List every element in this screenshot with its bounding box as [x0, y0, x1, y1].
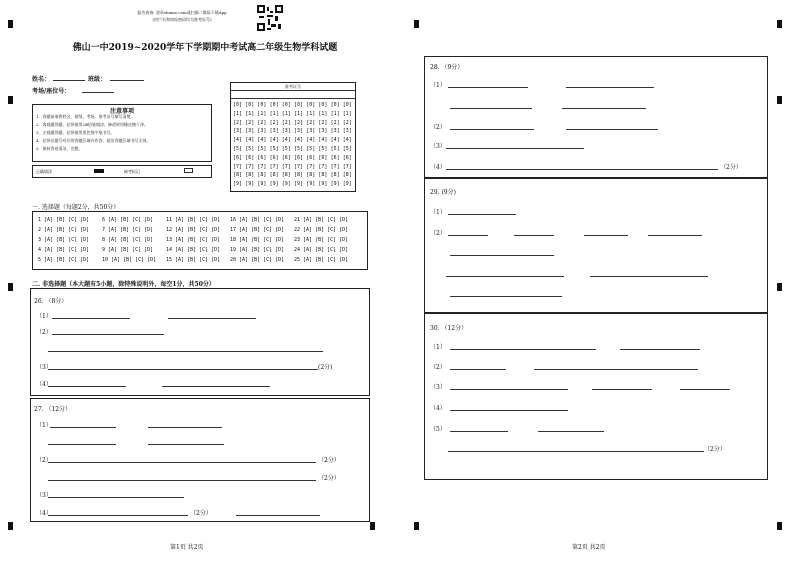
exam-id-digit[interactable]: [1]: [245, 110, 255, 117]
seat-field[interactable]: [82, 92, 114, 93]
q26-part2: （2）: [36, 329, 52, 336]
answer-line[interactable]: [48, 497, 184, 498]
exam-id-digit[interactable]: [9]: [306, 181, 316, 188]
exam-id-digit[interactable]: [8]: [294, 172, 304, 179]
q26-points: (2分): [318, 364, 333, 371]
registration-mark: [8, 283, 13, 291]
exam-id-digit[interactable]: [6]: [257, 154, 267, 161]
exam-id-digit[interactable]: [5]: [233, 146, 243, 152]
exam-id-digit[interactable]: [0]: [257, 102, 267, 108]
answer-line[interactable]: [620, 349, 700, 350]
exam-id-digit[interactable]: [8]: [269, 172, 279, 179]
registration-mark: [8, 20, 13, 28]
exam-id-digit[interactable]: [5]: [306, 146, 316, 152]
exam-id-digit[interactable]: [0]: [306, 102, 316, 108]
choice-item[interactable]: 16 [A] [B] [C] [D]: [230, 217, 285, 223]
absent-checkbox[interactable]: [184, 168, 193, 173]
choice-item[interactable]: 17 [A] [B] [C] [D]: [230, 227, 285, 233]
correct-fill-label: 正确填涂: [36, 169, 52, 174]
exam-id-digit[interactable]: [7]: [257, 163, 267, 170]
exam-id-digit[interactable]: [7]: [318, 163, 328, 170]
q29-box: [424, 178, 768, 314]
choice-item[interactable]: 7 [A] [B] [C] [D]: [102, 227, 154, 233]
exam-id-digit[interactable]: [8]: [306, 172, 316, 179]
exam-id-digit[interactable]: [9]: [269, 181, 279, 188]
q26-part4: （4）: [36, 381, 52, 388]
exam-id-digit[interactable]: [4]: [269, 137, 279, 144]
exam-id-digit[interactable]: [5]: [330, 146, 340, 152]
exam-id-digit[interactable]: [3]: [245, 128, 255, 135]
answer-line[interactable]: [446, 276, 564, 277]
answer-line[interactable]: [534, 369, 698, 370]
exam-id-digit[interactable]: [4]: [330, 137, 340, 144]
exam-id-digit[interactable]: [3]: [281, 128, 291, 135]
choice-item[interactable]: 24 [A] [B] [C] [D]: [294, 247, 349, 253]
exam-id-digit[interactable]: [1]: [269, 110, 279, 117]
answer-line[interactable]: [446, 169, 718, 170]
registration-mark: [8, 522, 13, 530]
note-item: 3．主观题答题，必须使用黑色签字笔书写。: [36, 130, 115, 135]
exam-id-digit[interactable]: [7]: [233, 163, 243, 170]
absent-label: 缺考标记: [124, 169, 140, 174]
q28-part4: （4）: [430, 164, 446, 171]
exam-id-digit[interactable]: [6]: [245, 154, 255, 161]
q29-title: 29. (9分): [430, 189, 456, 196]
choice-item[interactable]: 23 [A] [B] [C] [D]: [294, 237, 349, 243]
exam-id-digit[interactable]: [7]: [342, 163, 352, 170]
choice-item[interactable]: 3 [A] [B] [C] [D]: [38, 237, 90, 243]
q28-part3: （3）: [430, 143, 446, 150]
answer-line[interactable]: [448, 451, 704, 452]
exam-id-digit[interactable]: [0]: [245, 102, 255, 108]
exam-id-digit[interactable]: [1]: [306, 110, 316, 117]
answer-line[interactable]: [566, 87, 654, 88]
exam-id-digit[interactable]: [2]: [306, 119, 316, 126]
q28-part1: （1）: [430, 82, 446, 89]
exam-id-digit[interactable]: [0]: [233, 102, 243, 108]
exam-id-digit[interactable]: [6]: [318, 154, 328, 161]
choice-item[interactable]: 25 [A] [B] [C] [D]: [294, 257, 349, 263]
page-title: 佛山一中2019~2020学年下学期期中考试高二年级生物学科试题: [72, 43, 338, 53]
note-item: 4．必须在题号对应的答题区域内作答，超出答题区域书写无效。: [36, 138, 151, 143]
report-notice-line1: 报告查询: 登录zhixue.com或扫描二维码下载App: [137, 10, 227, 15]
exam-id-digit[interactable]: [3]: [306, 128, 316, 135]
answer-line[interactable]: [450, 129, 534, 130]
section1-title: 一. 选择题（每题2分，共50分）: [32, 204, 120, 211]
q26-part1: （1）: [36, 313, 52, 320]
note-item: 1．答题前请将姓名、班级、考场、准考证号填写清楚。: [36, 114, 135, 119]
exam-id-digit[interactable]: [4]: [318, 137, 328, 144]
exam-id-digit[interactable]: [0]: [342, 102, 352, 108]
seat-label: 考场/座位号：: [32, 88, 71, 95]
exam-id-digit[interactable]: [6]: [294, 154, 304, 161]
q28-box: [424, 56, 768, 178]
exam-id-digit[interactable]: [5]: [294, 146, 304, 152]
page-footer: 第2页 共2页: [572, 544, 606, 551]
exam-id-digit[interactable]: [1]: [330, 110, 340, 117]
q30-part5: （5）: [430, 426, 446, 433]
exam-id-digit[interactable]: [0]: [281, 102, 291, 108]
answer-line[interactable]: [48, 351, 323, 352]
exam-id-digit[interactable]: [5]: [281, 146, 291, 152]
exam-id-digit[interactable]: [7]: [306, 163, 316, 170]
answer-line[interactable]: [48, 369, 318, 370]
exam-id-digit[interactable]: [6]: [330, 154, 340, 161]
divider: [230, 90, 356, 91]
answer-line[interactable]: [450, 410, 568, 411]
registration-mark: [414, 20, 419, 28]
choice-item[interactable]: 10 [A] [B] [C] [D]: [102, 257, 157, 263]
answer-line[interactable]: [48, 386, 126, 387]
choice-item[interactable]: 1 [A] [B] [C] [D]: [38, 217, 90, 223]
report-notice-line2: (用户名和初始密码均为准考证号): [152, 17, 212, 22]
q27-points: （2分）: [318, 457, 340, 464]
answer-line[interactable]: [680, 389, 730, 390]
q27-part2: （2）: [36, 457, 52, 464]
choice-item[interactable]: 5 [A] [B] [C] [D]: [38, 257, 90, 263]
answer-line[interactable]: [562, 108, 646, 109]
qr-code-icon: [257, 5, 283, 31]
choice-item[interactable]: 11 [A] [B] [C] [D]: [166, 217, 221, 223]
q28-title: 28. （9分）: [430, 64, 464, 71]
exam-id-digit[interactable]: [5]: [257, 146, 267, 152]
answer-line[interactable]: [446, 148, 584, 149]
exam-id-digit[interactable]: [0]: [269, 102, 279, 108]
answer-line[interactable]: [450, 296, 562, 297]
exam-id-digit[interactable]: [8]: [245, 172, 255, 179]
q26-part3: （3）: [36, 364, 52, 371]
exam-id-digit[interactable]: [9]: [330, 181, 340, 188]
registration-mark: [777, 283, 782, 291]
q30-box: [424, 312, 768, 480]
answer-line[interactable]: [448, 235, 488, 236]
exam-id-digit[interactable]: [2]: [257, 119, 267, 126]
exam-id-digit[interactable]: [8]: [257, 172, 267, 179]
registration-mark: [414, 522, 419, 530]
registration-mark: [370, 522, 375, 530]
exam-id-digit[interactable]: [3]: [233, 128, 243, 135]
exam-id-title: 准考证号: [285, 84, 301, 89]
exam-id-digit[interactable]: [0]: [318, 102, 328, 108]
exam-id-digit[interactable]: [4]: [281, 137, 291, 144]
exam-id-digit[interactable]: [1]: [281, 110, 291, 117]
q27-part4: （4）: [36, 510, 52, 517]
exam-id-digit[interactable]: [2]: [233, 119, 243, 126]
page-footer: 第1页 共2页: [170, 544, 204, 551]
answer-line[interactable]: [450, 108, 532, 109]
answer-line[interactable]: [168, 318, 256, 319]
choice-item[interactable]: 12 [A] [B] [C] [D]: [166, 227, 221, 233]
exam-id-digit[interactable]: [9]: [257, 181, 267, 188]
answer-line[interactable]: [450, 389, 568, 390]
q30-points: （2分）: [704, 446, 726, 453]
answer-line[interactable]: [48, 515, 188, 516]
registration-mark: [777, 522, 782, 530]
q27-title: 27. （12分）: [34, 406, 72, 413]
answer-line[interactable]: [148, 444, 224, 445]
exam-id-digit[interactable]: [7]: [294, 163, 304, 170]
answer-line[interactable]: [592, 389, 652, 390]
choice-item[interactable]: 14 [A] [B] [C] [D]: [166, 247, 221, 253]
exam-id-digit[interactable]: [2]: [330, 119, 340, 126]
q26-box: [30, 288, 370, 396]
q30-part4: （4）: [430, 405, 446, 412]
exam-id-digit[interactable]: [3]: [330, 128, 340, 135]
exam-id-digit[interactable]: [2]: [318, 119, 328, 126]
q27-part3: （3）: [36, 492, 52, 499]
exam-id-digit[interactable]: [5]: [342, 146, 352, 152]
choice-item[interactable]: 4 [A] [B] [C] [D]: [38, 247, 90, 253]
choice-item[interactable]: 18 [A] [B] [C] [D]: [230, 237, 285, 243]
name-field[interactable]: [53, 80, 85, 81]
answer-line[interactable]: [48, 462, 316, 463]
registration-mark: [8, 96, 13, 104]
q27-points: （2分）: [318, 475, 340, 482]
answer-line[interactable]: [48, 480, 316, 481]
exam-id-digit[interactable]: [7]: [281, 163, 291, 170]
exam-id-digit[interactable]: [5]: [269, 146, 279, 152]
registration-mark: [777, 20, 782, 28]
q30-part2: （2）: [430, 364, 446, 371]
name-label: 姓名：: [32, 76, 51, 83]
exam-id-digit[interactable]: [5]: [318, 146, 328, 152]
exam-id-digit[interactable]: [1]: [233, 110, 243, 117]
exam-id-digit[interactable]: [7]: [245, 163, 255, 170]
answer-line[interactable]: [148, 427, 222, 428]
exam-id-digit[interactable]: [9]: [281, 181, 291, 188]
exam-id-digit[interactable]: [1]: [257, 110, 267, 117]
exam-id-digit[interactable]: [9]: [245, 181, 255, 188]
notes-title: 注意事项: [109, 108, 134, 115]
exam-id-digit[interactable]: [2]: [342, 119, 352, 126]
answer-line[interactable]: [448, 214, 516, 215]
answer-line[interactable]: [584, 235, 628, 236]
section2-title: 二. 非选择题（本大题有5小题，除特殊说明外，每空1分，共50分）: [32, 281, 215, 288]
answer-line[interactable]: [538, 431, 604, 432]
answer-line[interactable]: [50, 427, 116, 428]
answer-line[interactable]: [52, 334, 164, 335]
exam-id-digit[interactable]: [5]: [245, 146, 255, 152]
choice-item[interactable]: 13 [A] [B] [C] [D]: [166, 237, 221, 243]
exam-id-digit[interactable]: [6]: [306, 154, 316, 161]
exam-id-digit[interactable]: [6]: [233, 154, 243, 161]
exam-id-digit[interactable]: [4]: [294, 137, 304, 144]
answer-line[interactable]: [450, 369, 506, 370]
exam-id-digit[interactable]: [3]: [257, 128, 267, 135]
exam-id-digit[interactable]: [7]: [269, 163, 279, 170]
exam-id-digit[interactable]: [2]: [294, 119, 304, 126]
exam-id-digit[interactable]: [4]: [306, 137, 316, 144]
answer-line[interactable]: [450, 349, 596, 350]
exam-id-digit[interactable]: [4]: [245, 137, 255, 144]
exam-id-digit[interactable]: [8]: [281, 172, 291, 179]
class-field[interactable]: [110, 80, 144, 81]
exam-id-digit[interactable]: [2]: [245, 119, 255, 126]
q28-part2: （2）: [430, 124, 446, 131]
q27-points: （2分）: [190, 510, 212, 517]
answer-line[interactable]: [648, 235, 702, 236]
exam-id-digit[interactable]: [9]: [233, 181, 243, 188]
answer-line[interactable]: [514, 235, 554, 236]
choice-item[interactable]: 9 [A] [B] [C] [D]: [102, 247, 154, 253]
q30-part1: （1）: [430, 344, 446, 351]
exam-id-digit[interactable]: [9]: [294, 181, 304, 188]
exam-id-digit[interactable]: [6]: [269, 154, 279, 161]
q27-part1: （1）: [36, 422, 52, 429]
q29-part1: （1）: [430, 209, 446, 216]
divider: [230, 98, 356, 99]
exam-id-digit[interactable]: [3]: [318, 128, 328, 135]
correct-fill-mark: [94, 169, 104, 173]
answer-line[interactable]: [52, 318, 130, 319]
answer-line[interactable]: [450, 255, 554, 256]
note-item: 5．保持答卷清洁、完整。: [36, 146, 83, 151]
exam-id-digit[interactable]: [8]: [342, 172, 352, 179]
exam-id-digit[interactable]: [3]: [294, 128, 304, 135]
choice-item[interactable]: 15 [A] [B] [C] [D]: [166, 257, 221, 263]
answer-line[interactable]: [448, 87, 528, 88]
exam-id-digit[interactable]: [7]: [330, 163, 340, 170]
exam-id-digit[interactable]: [2]: [269, 119, 279, 126]
exam-id-digit[interactable]: [4]: [342, 137, 352, 144]
answer-line[interactable]: [450, 431, 508, 432]
answer-line[interactable]: [590, 276, 708, 277]
exam-id-digit[interactable]: [3]: [269, 128, 279, 135]
choice-item[interactable]: 8 [A] [B] [C] [D]: [102, 237, 154, 243]
exam-id-digit[interactable]: [1]: [318, 110, 328, 117]
exam-id-digit[interactable]: [6]: [342, 154, 352, 161]
answer-line[interactable]: [48, 444, 116, 445]
q29-part2: （2）: [430, 230, 446, 237]
note-item: 2．客观题答题，必须使用2B铅笔填涂，修改时用橡皮擦干净。: [36, 122, 149, 127]
registration-mark: [777, 96, 782, 104]
q26-title: 26. （8分）: [34, 298, 68, 305]
answer-line[interactable]: [566, 129, 658, 130]
choice-item[interactable]: 19 [A] [B] [C] [D]: [230, 247, 285, 253]
exam-id-digit[interactable]: [0]: [330, 102, 340, 108]
q30-title: 30. （12分）: [430, 325, 468, 332]
q30-part3: （3）: [430, 384, 446, 391]
q28-points: （2分）: [720, 164, 742, 171]
choice-item[interactable]: 6 [A] [B] [C] [D]: [102, 217, 154, 223]
exam-id-digit[interactable]: [4]: [233, 137, 243, 144]
exam-id-digit[interactable]: [1]: [294, 110, 304, 117]
choice-item[interactable]: 20 [A] [B] [C] [D]: [230, 257, 285, 263]
exam-id-digit[interactable]: [9]: [342, 181, 352, 188]
answer-line[interactable]: [236, 515, 320, 516]
exam-id-digit[interactable]: [1]: [342, 110, 352, 117]
answer-line[interactable]: [162, 386, 270, 387]
choice-item[interactable]: 22 [A] [B] [C] [D]: [294, 227, 349, 233]
exam-id-digit[interactable]: [8]: [330, 172, 340, 179]
choice-item[interactable]: 2 [A] [B] [C] [D]: [38, 227, 90, 233]
choice-item[interactable]: 21 [A] [B] [C] [D]: [294, 217, 349, 223]
exam-id-digit[interactable]: [0]: [294, 102, 304, 108]
exam-id-digit[interactable]: [4]: [257, 137, 267, 144]
class-label: 班级：: [88, 76, 107, 83]
exam-id-digit[interactable]: [6]: [281, 154, 291, 161]
exam-id-digit[interactable]: [8]: [233, 172, 243, 179]
exam-id-digit[interactable]: [3]: [342, 128, 352, 135]
exam-id-digit[interactable]: [8]: [318, 172, 328, 179]
exam-id-digit[interactable]: [2]: [281, 119, 291, 126]
exam-id-digit[interactable]: [9]: [318, 181, 328, 188]
